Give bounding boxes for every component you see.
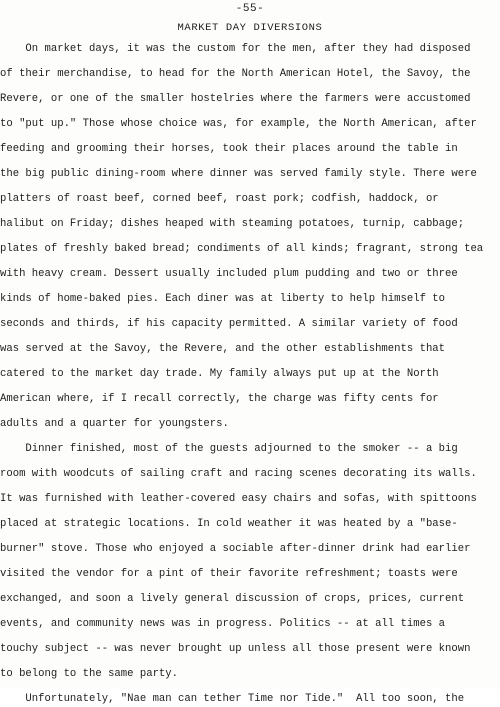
text-line: to "put up." Those whose choice was, for example, the North American, after (0, 118, 477, 130)
text-line: room with woodcuts of sailing craft and racing scenes decorating its walls. (0, 468, 477, 480)
text-line: feeding and grooming their horses, took their places around the table in (0, 143, 458, 155)
text-line: of their merchandise, to head for the North American Hotel, the Savoy, the (0, 68, 471, 80)
text-line: American where, if I recall correctly, the charge was fifty cents for (0, 393, 439, 405)
page-title: MARKET DAY DIVERSIONS (177, 22, 323, 34)
text-line: kinds of home-baked pies. Each diner was at liberty to help himself to (0, 293, 446, 305)
text-line: placed at strategic locations. In cold weather it was heated by a "base- (0, 518, 458, 530)
text-line: with heavy cream. Dessert usually included plum pudding and two or three (0, 268, 458, 280)
text-line: It was furnished with leather-covered easy chairs and sofas, with spittoons (0, 493, 477, 505)
text-line: seconds and thirds, if his capacity permitted. A similar variety of food (0, 318, 458, 330)
text-line: plates of freshly baked bread; condiments of all kinds; fragrant, strong tea (0, 243, 484, 255)
text-line: the big public dining-room where dinner was served family style. There were (0, 168, 477, 180)
text-line: On market days, it was the custom for the men, after they had disposed (0, 43, 471, 55)
text-line: adults and a quarter for youngsters. (0, 418, 229, 430)
text-line: platters of roast beef, corned beef, roast pork; codfish, haddock, or (0, 193, 439, 205)
text-line: was served at the Savoy, the Revere, and the other establishments that (0, 343, 446, 355)
text-line: burner" stove. Those who enjoyed a sociable after-dinner drink had earlier (0, 543, 471, 555)
text-line: to belong to the same party. (0, 668, 179, 680)
text-line: catered to the market day trade. My family always put up at the North (0, 368, 439, 380)
text-line: visited the vendor for a pint of their favorite refreshment; toasts were (0, 568, 458, 580)
text-line: exchanged, and soon a lively general discussion of crops, prices, current (0, 593, 465, 605)
text-line: Revere, or one of the smaller hostelries where the farmers were accustomed (0, 93, 471, 105)
text-line: Unfortunately, "Nae man can tether Time nor Tide." All too soon, the (0, 693, 465, 705)
text-line: halibut on Friday; dishes heaped with steaming potatoes, turnip, cabbage; (0, 218, 465, 230)
text-line: Dinner finished, most of the guests adjourned to the smoker -- a big (0, 443, 458, 455)
page-number: -55- (235, 3, 265, 15)
text-line: events, and community news was in progress. Politics -- at all times a (0, 618, 446, 630)
text-line: touchy subject -- was never brought up unless all those present were known (0, 643, 471, 655)
